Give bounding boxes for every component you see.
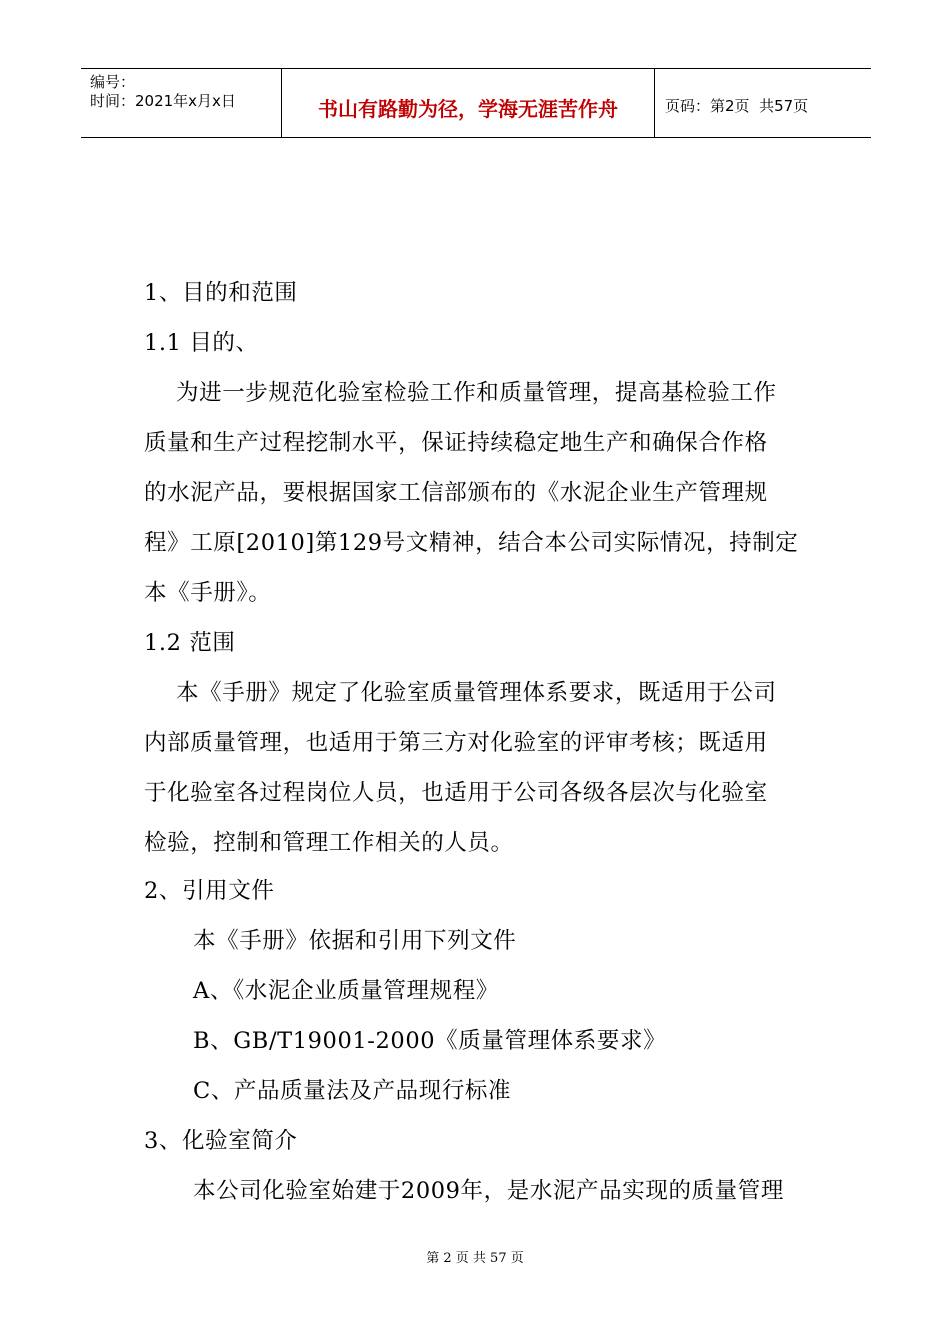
motto: 书山有路勤为径，学海无涯苦作舟 — [318, 97, 618, 121]
reference-item: B、GB/T19001-2000《质量管理体系要求》 — [193, 1028, 667, 1054]
header-page-cell — [655, 69, 871, 137]
paragraph-line: 的水泥产品，要根据国家工信部颁布的《水泥企业生产管理规 — [144, 480, 768, 506]
paragraph-line: 本《手册》规定了化验室质量管理体系要求，既适用于公司 — [176, 680, 777, 706]
paragraph-line: 质量和生产过程挖制水平，保证持续稳定地生产和确保合作格 — [144, 430, 768, 456]
reference-item: A、《水泥企业质量管理规程》 — [193, 978, 499, 1004]
number-label: 编号： — [90, 73, 136, 91]
paragraph-line: 本公司化验室始建于2009年，是水泥产品实现的质量管理 — [193, 1178, 784, 1204]
paragraph-line: 于化验室各过程岗位人员，也适用于公司各级各层次与化验室 — [144, 780, 768, 806]
paragraph-line: 检验，控制和管理工作相关的人员。 — [144, 830, 514, 856]
header-motto-cell — [282, 69, 655, 137]
section-1-2-title: 1.2 范围 — [144, 630, 236, 656]
header-table — [81, 68, 871, 138]
page-info: 页码：第2页 共57页 — [665, 97, 809, 115]
section-2-title: 2、引用文件 — [144, 878, 275, 904]
section-2-intro: 本《手册》依据和引用下列文件 — [193, 928, 517, 954]
time-label: 时间：2021年x月x日 — [90, 92, 236, 110]
paragraph-line: 内部质量管理，也适用于第三方对化验室的评审考核；既适用 — [144, 730, 768, 756]
section-1-title: 1、目的和范围 — [144, 280, 298, 306]
section-3-title: 3、化验室简介 — [144, 1128, 298, 1154]
paragraph-line: 本《手册》。 — [144, 580, 272, 606]
header-meta-cell — [81, 69, 282, 137]
page-footer: 第 2 页 共 57 页 — [426, 1251, 524, 1266]
paragraph-line: 程》工原[2010]第129号文精神，结合本公司实际情况，持制定 — [144, 530, 799, 556]
reference-item: C、产品质量法及产品现行标准 — [193, 1078, 512, 1104]
paragraph-line: 为进一步规范化验室检验工作和质量管理，提高基检验工作 — [176, 380, 777, 406]
section-1-1-title: 1.1 目的、 — [144, 330, 259, 356]
